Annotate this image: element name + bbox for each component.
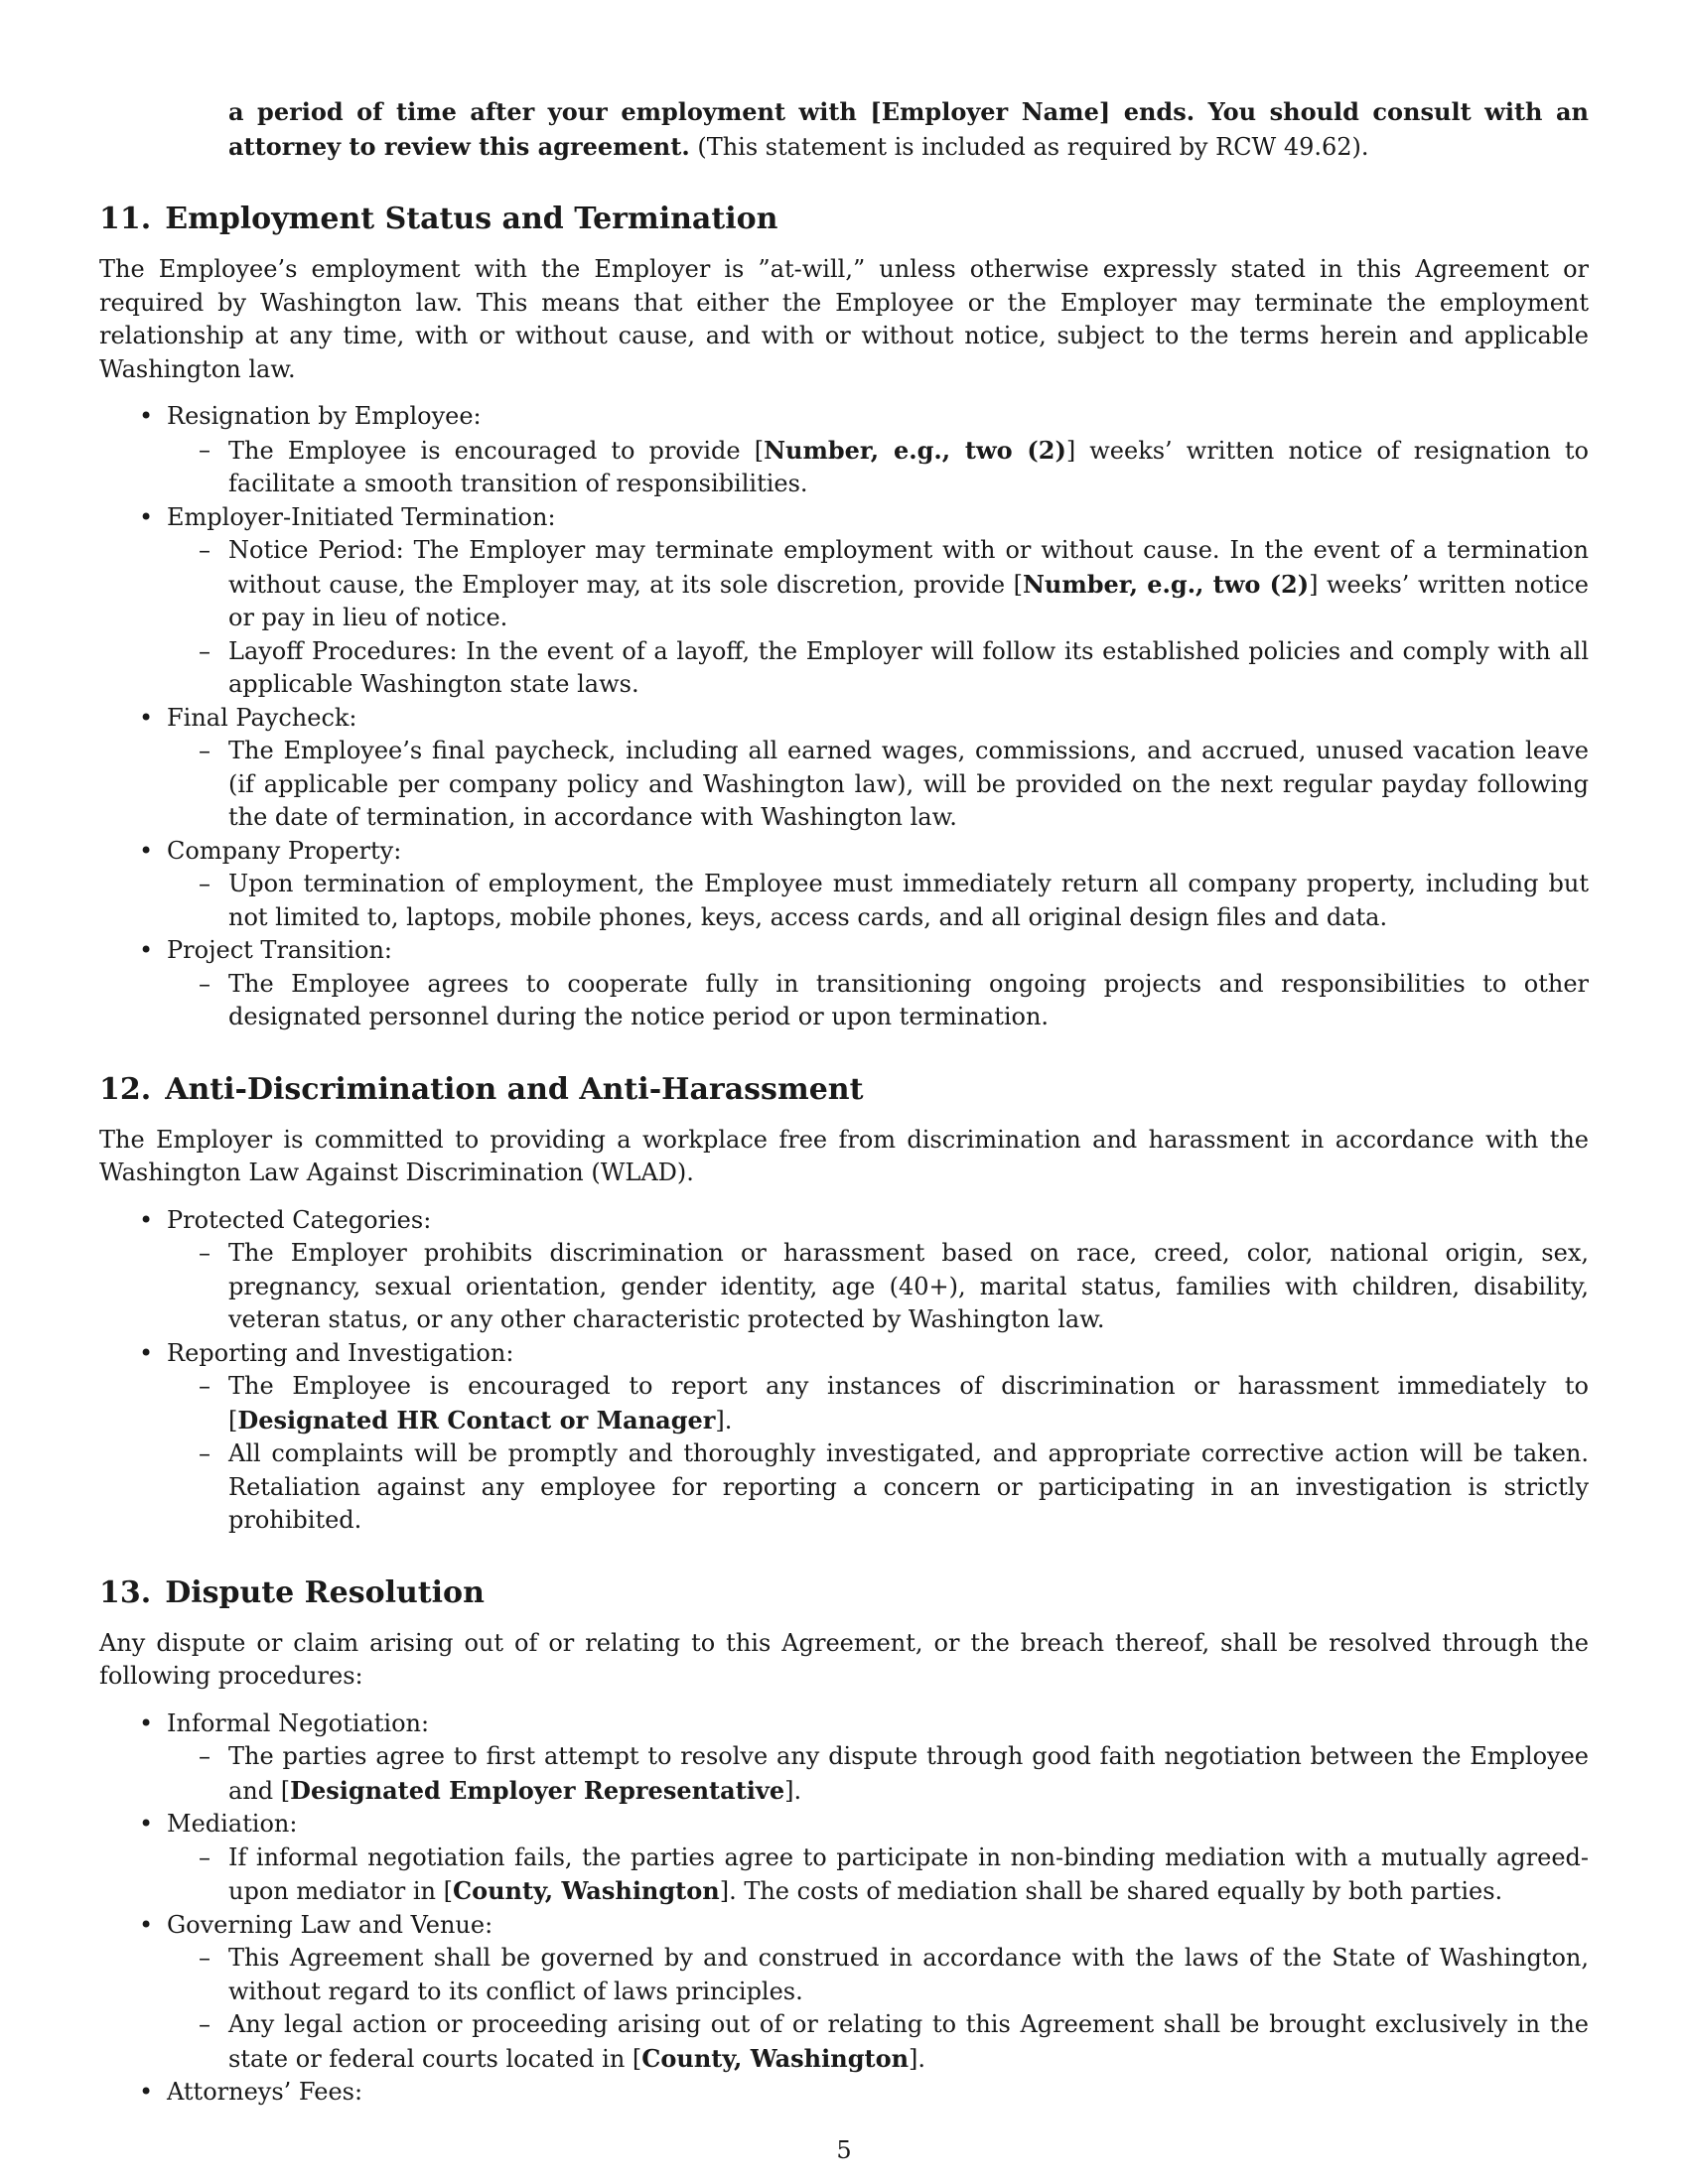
placeholder-field: Number, e.g., two (2): [764, 435, 1066, 465]
sub-list-item: [199, 1740, 1589, 1808]
sub-item-text: All complaints will be promptly and thoroughly investigated, and appropriate corrective action will be taken. Retaliation against any employee for reporting a concern or participating in an investigation is strictly prohibited.: [228, 1439, 1589, 1534]
sub-item-text-tail: ]. The costs of mediation shall be shared equally by both parties.: [719, 1877, 1503, 1905]
sub-list: [167, 1740, 1589, 1808]
sub-list: [167, 968, 1589, 1034]
list-item: [139, 1204, 1589, 1337]
list-item-label: Governing Law and Venue:: [167, 1910, 493, 1939]
section-12-paragraph: The Employer is committed to providing a workplace free from discrimination and harassment in accordance with the Washington Law Against Discrimination (WLAD).: [99, 1125, 1589, 1186]
bullet-icon: •: [139, 1205, 154, 1234]
dash-icon: –: [199, 1239, 211, 1267]
list-item-label: Employer-Initiated Termination:: [167, 502, 556, 531]
list-item: [139, 835, 1589, 935]
sub-item-text: Any legal action or proceeding arising out of or relating to this Agreement shall be brought exclusively in the state or federal courts located in [: [228, 2010, 1589, 2073]
bullet-icon: •: [139, 703, 154, 732]
sub-list-item: [199, 1842, 1589, 1909]
intro-bold-text: a period of time after your employment with [Employer Name] ends. You should consult with an attorney to review this agreement.: [228, 97, 1589, 161]
bullet-icon: •: [139, 402, 154, 430]
sub-item-text-tail: ] weeks’ written notice of resignation to facilitate a smooth transition of responsibilities.: [228, 436, 1589, 497]
section-title: Employment Status and Termination: [165, 202, 778, 236]
sub-item-text-tail: ].: [715, 1406, 733, 1434]
dash-icon: –: [199, 1439, 211, 1467]
placeholder-field: Designated HR Contact or Manager: [237, 1405, 716, 1434]
list-item: [139, 501, 1590, 702]
sub-item-text: Layoff Procedures: In the event of a layoff, the Employer will follow its established policies and comply with all applicable Washington state laws.: [228, 636, 1589, 698]
dash-icon: –: [199, 1372, 211, 1400]
sub-item-text: The Employee agrees to cooperate fully in transitioning ongoing projects and responsibilities to other designated personnel during the notice period or upon termination.: [228, 969, 1589, 1030]
list-item-label: Resignation by Employee:: [167, 402, 482, 430]
placeholder-field: Designated Employer Representative: [290, 1775, 785, 1805]
placeholder-field: Number, e.g., two (2): [1022, 569, 1310, 599]
list-item-label: Informal Negotiation:: [167, 1708, 430, 1737]
dash-icon: –: [199, 737, 211, 764]
sub-list-item: [199, 1942, 1589, 2008]
sub-list-item: [199, 534, 1590, 635]
bullet-icon: •: [139, 936, 154, 964]
section-title: Anti-Discrimination and Anti-Harassment: [165, 1071, 864, 1107]
sub-list-item: [199, 434, 1589, 501]
section-13-heading: [99, 1573, 1589, 1613]
sub-item-text-tail: ] weeks’ written notice or pay in lieu of notice.: [228, 570, 1590, 631]
sub-item-text-tail: ].: [909, 2044, 926, 2073]
list-item-label: Reporting and Investigation:: [167, 1338, 514, 1367]
list-item: [139, 1909, 1589, 2077]
sub-list-item: [199, 968, 1589, 1034]
document-page: [99, 95, 1589, 2110]
sub-item-text: Upon termination of employment, the Employee must immediately return all company property, including but not limited to, laptops, mobile phones, keys, access cards, and all original design files and data.: [228, 870, 1589, 931]
sub-list-item: [199, 868, 1589, 934]
section-number: 12.: [99, 1071, 152, 1107]
sub-list: [167, 1237, 1589, 1337]
sub-list: [167, 534, 1589, 702]
bullet-icon: •: [139, 836, 154, 865]
bullet-icon: •: [139, 1910, 154, 1939]
bullet-icon: •: [139, 502, 154, 531]
list-item: [139, 1707, 1589, 1809]
section-12-heading: [99, 1070, 1589, 1110]
sub-list: [167, 1370, 1589, 1538]
list-item-label: Mediation:: [167, 1810, 298, 1838]
sub-list: [167, 434, 1589, 501]
dash-icon: –: [199, 435, 211, 464]
bullet-icon: •: [139, 1338, 154, 1367]
sub-list: [167, 735, 1589, 835]
intro-paragraph: [228, 95, 1589, 164]
list-item: [139, 1808, 1589, 1909]
sub-item-text: The parties agree to first attempt to resolve any dispute through good faith negotiation between the Employee and [: [228, 1742, 1589, 1805]
sub-item-text: Notice Period: The Employer may terminate employment with or without cause. In the event of a termination without cause, the Employer may, at its sole discretion, provide [: [228, 536, 1589, 599]
list-item: [139, 934, 1589, 1034]
sub-item-text: If informal negotiation fails, the parties agree to participate in non-binding mediation with a mutually agreed-upon mediator in [: [228, 1843, 1589, 1905]
sub-list: [167, 868, 1589, 934]
sub-list-item: [199, 735, 1589, 835]
bullet-icon: •: [139, 1810, 154, 1838]
sub-item-text: The Employee’s final paycheck, including all earned wages, commissions, and accrued, unused vacation leave (if applicable per company policy and Washington law), will be provided on the next regular payday following the date of termination, in accordance with Washington law.: [228, 737, 1589, 831]
page-number: 5: [836, 2136, 852, 2164]
dash-icon: –: [199, 870, 211, 897]
sub-list: [167, 1842, 1589, 1909]
sub-item-text-tail: ].: [784, 1776, 802, 1805]
section-number: 11.: [99, 202, 152, 236]
intro-plain-text: (This statement is included as required by RCW 49.62).: [689, 132, 1369, 161]
dash-icon: –: [199, 1843, 211, 1871]
section-number: 13.: [99, 1574, 152, 1610]
placeholder-field: County, Washington: [641, 2043, 910, 2073]
section-11-paragraph: The Employee’s employment with the Employer is ”at-will,” unless otherwise expressly stated in this Agreement or required by Washington law. This means that either the Employee or the Employer may terminate the employment relationship at any time, with or without cause, and with or without notice, subject to the terms herein and applicable Washington law.: [99, 255, 1589, 383]
section-13-paragraph: Any dispute or claim arising out of or relating to this Agreement, or the breach thereof, shall be resolved through the following procedures:: [99, 1628, 1589, 1690]
sub-list-item: [199, 635, 1589, 702]
sub-list-item: [199, 2008, 1589, 2076]
dash-icon: –: [199, 1944, 211, 1972]
list-item-label: Protected Categories:: [167, 1205, 432, 1234]
dash-icon: –: [199, 2010, 211, 2038]
list-item: [139, 702, 1589, 835]
sub-list: [167, 1942, 1589, 2076]
bullet-icon: •: [139, 1708, 154, 1737]
dash-icon: –: [199, 969, 211, 998]
section-12-list: [99, 1204, 1589, 1538]
section-11-list: [99, 400, 1589, 1034]
list-item-label: Company Property:: [167, 836, 402, 865]
list-item: [139, 400, 1589, 501]
sub-list-item: [199, 1237, 1589, 1337]
placeholder-field: County, Washington: [452, 1876, 720, 1905]
list-item: [139, 2076, 1589, 2110]
dash-icon: –: [199, 1742, 211, 1770]
sub-item-text: The Employee is encouraged to report any instances of discrimination or harassment immediately to [: [228, 1372, 1589, 1434]
sub-item-text: The Employer prohibits discrimination or harassment based on race, creed, color, national origin, sex, pregnancy, sexual orientation, gender identity, age (40+), marital status, families with children, disability, veteran status, or any other characteristic protected by Washington law.: [228, 1239, 1589, 1333]
sub-item-text: The Employee is encouraged to provide [: [228, 436, 765, 465]
list-item-label: Attorneys’ Fees:: [167, 2078, 363, 2106]
list-item: [139, 1337, 1589, 1538]
bullet-icon: •: [139, 2078, 154, 2106]
sub-list-item: [199, 1437, 1589, 1538]
sub-item-text: This Agreement shall be governed by and construed in accordance with the laws of the State of Washington, without regard to its conflict of laws principles.: [228, 1944, 1589, 2005]
section-title: Dispute Resolution: [165, 1574, 485, 1610]
section-13-list: [99, 1707, 1589, 2110]
list-item-label: Final Paycheck:: [167, 703, 357, 732]
dash-icon: –: [199, 636, 211, 665]
dash-icon: –: [199, 536, 211, 564]
section-11-heading: [99, 200, 1589, 239]
sub-list-item: [199, 1370, 1589, 1437]
list-item-label: Project Transition:: [167, 936, 392, 964]
